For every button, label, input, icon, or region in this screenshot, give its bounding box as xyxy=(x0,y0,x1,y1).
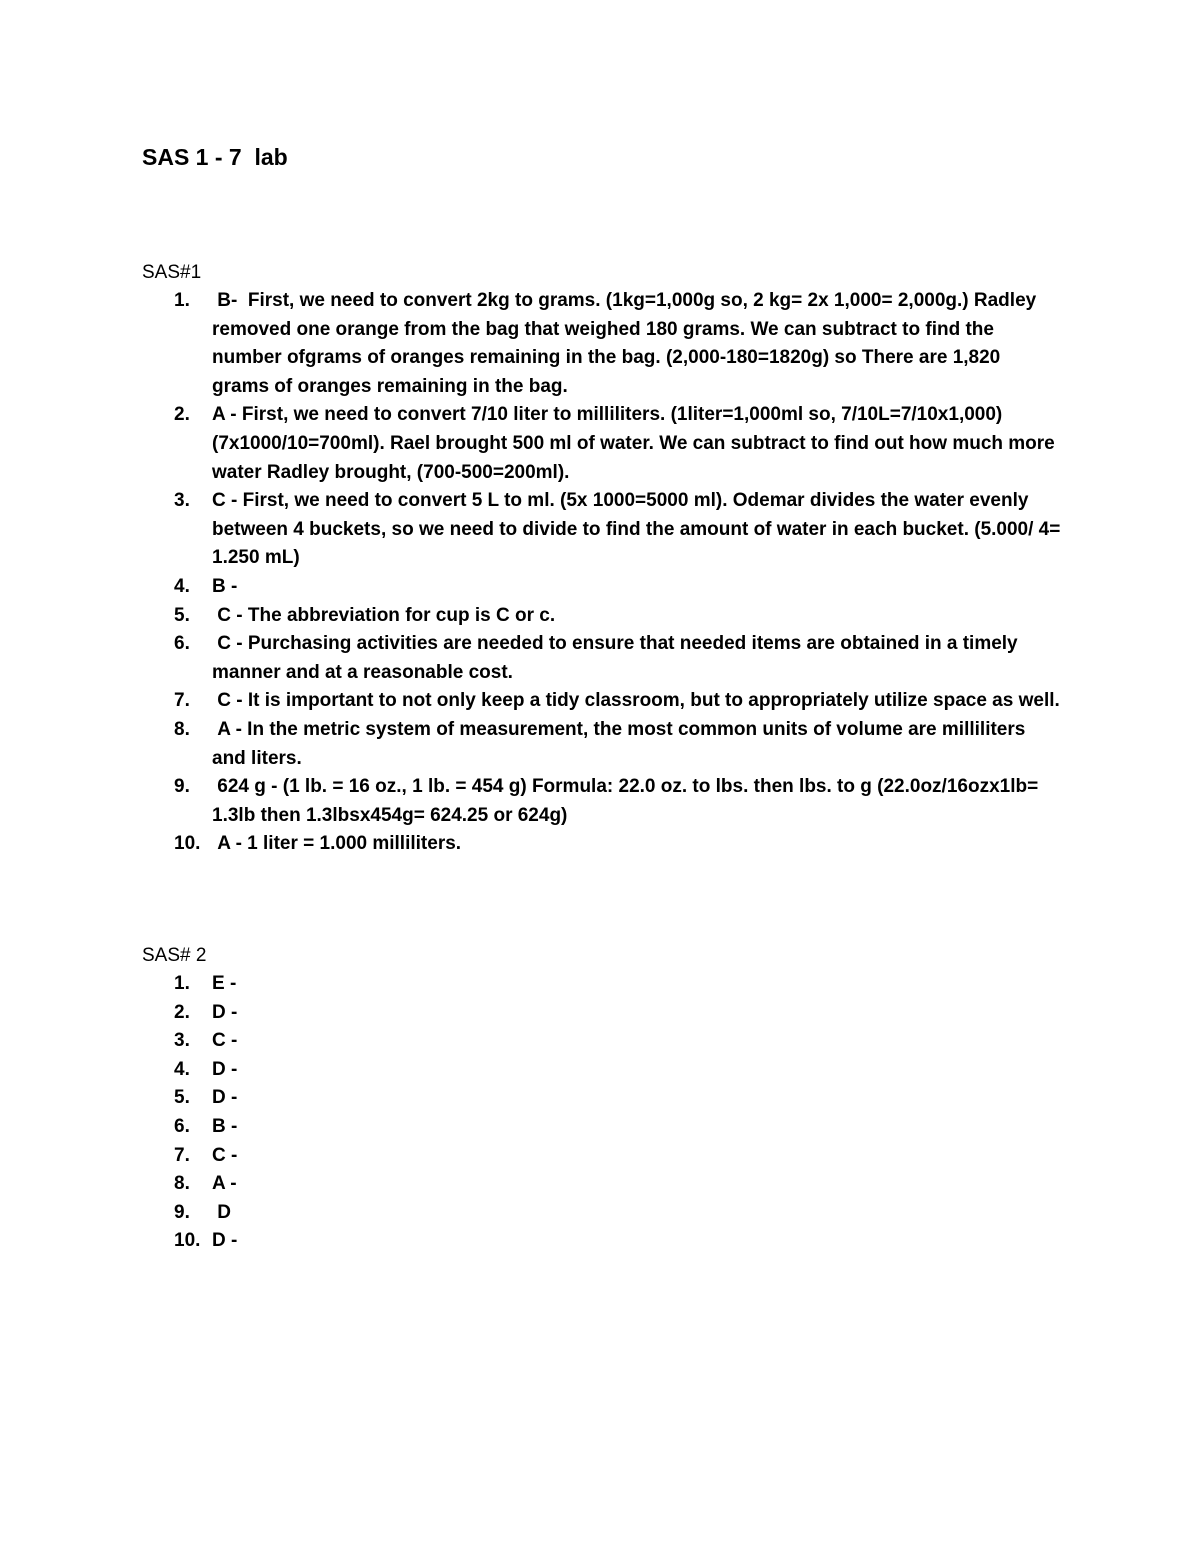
section-sas-2 xyxy=(142,941,1062,1256)
item-number: 6. xyxy=(174,1115,190,1137)
item-number: 4. xyxy=(174,575,190,597)
item-text: D - xyxy=(212,1058,238,1080)
item-number: 2. xyxy=(174,1001,190,1023)
list-item xyxy=(142,999,1062,1028)
list-item xyxy=(142,716,1062,773)
item-number: 5. xyxy=(174,604,190,626)
list-item xyxy=(142,1056,1062,1085)
item-number: 3. xyxy=(174,490,190,512)
item-text: E - xyxy=(212,973,237,994)
list-item xyxy=(142,630,1062,687)
list-item xyxy=(142,287,1062,401)
list-item xyxy=(142,1027,1062,1056)
item-text: C - It is important to not only keep a tidy classroom, but to appropriately utilize space as well. xyxy=(212,690,1060,712)
item-text: A - xyxy=(212,1173,237,1195)
item-number: 7. xyxy=(174,1144,190,1166)
list-item xyxy=(142,1227,1062,1256)
item-number: 9. xyxy=(174,1201,190,1223)
item-text: B - xyxy=(212,575,238,597)
item-text: C - The abbreviation for cup is C or c. xyxy=(212,604,556,626)
list-item xyxy=(142,1170,1062,1199)
item-number: 10. xyxy=(174,1230,201,1252)
item-text: B- First, we need to convert 2kg to grams. (1kg=1,000g so, 2 kg= 2x 1,000= 2,000g.) Radley removed one orange from the bag that weighed 180 grams. We can subtract to find the number ofgrams of oranges remaining in the bag. (2,000-180=1820g) so There are 1,820 grams of oranges remaining in the bag. xyxy=(212,290,1042,397)
item-number: 2. xyxy=(174,404,190,426)
item-number: 10. xyxy=(174,833,201,855)
list-item xyxy=(142,573,1062,602)
section-heading: SAS#1 xyxy=(142,262,202,283)
item-number: 1. xyxy=(174,290,190,311)
item-text: D xyxy=(212,1201,232,1223)
item-number: 1. xyxy=(174,973,190,994)
section-sas-1 xyxy=(142,258,1066,859)
item-text: A - In the metric system of measurement, the most common units of volume are milliliters and liters. xyxy=(212,718,1031,769)
list-item xyxy=(142,687,1062,716)
list-item xyxy=(142,401,1062,487)
item-text: D - xyxy=(212,1001,238,1023)
item-text: B - xyxy=(212,1115,238,1137)
item-number: 5. xyxy=(174,1087,190,1109)
item-text: A - First, we need to convert 7/10 liter to milliliters. (1liter=1,000ml so, 7/10L=7/10x1,000) (7x1000/10=700ml). Rael brought 500 ml of water. We can subtract to find out how much more water Radley brought, (700-500=200ml). xyxy=(212,404,1061,483)
item-number: 6. xyxy=(174,633,190,655)
item-text: D - xyxy=(212,1230,238,1252)
item-number: 8. xyxy=(174,718,190,740)
list-item xyxy=(142,970,1062,999)
list-item xyxy=(142,773,1062,830)
list-item xyxy=(142,830,1062,859)
item-number: 3. xyxy=(174,1030,190,1052)
list-item xyxy=(142,1199,1062,1228)
list-item xyxy=(142,487,1066,573)
item-text: 624 g - (1 lb. = 16 oz., 1 lb. = 454 g) Formula: 22.0 oz. to lbs. then lbs. to g (22.0oz/16ozx1lb= 1.3lb then 1.3lbsx454g= 624.25 or 624g) xyxy=(212,776,1044,826)
answer-list xyxy=(142,970,1062,1256)
item-text: A - 1 liter = 1.000 milliliters. xyxy=(212,833,462,855)
item-text: C - First, we need to convert 5 L to ml. (5x 1000=5000 ml). Odemar divides the water evenly between 4 buckets, so we need to divide to find the amount of water in each bucket. (5.000/ 4= 1.250 mL) xyxy=(212,490,1066,569)
item-number: 4. xyxy=(174,1058,190,1080)
list-item xyxy=(142,1084,1062,1113)
item-text: C - xyxy=(212,1030,238,1052)
list-item xyxy=(142,1142,1062,1171)
item-number: 8. xyxy=(174,1173,190,1195)
answer-list xyxy=(142,287,1066,859)
list-item xyxy=(142,602,1062,631)
list-item xyxy=(142,1113,1062,1142)
item-text: C - xyxy=(212,1144,238,1166)
item-number: 7. xyxy=(174,690,190,712)
item-text: C - Purchasing activities are needed to ensure that needed items are obtained in a timely manner and at a reasonable cost. xyxy=(212,633,1023,683)
section-heading: SAS# 2 xyxy=(142,945,207,966)
document-title: SAS 1 - 7 lab xyxy=(142,144,288,170)
item-text: D - xyxy=(212,1087,238,1109)
item-number: 9. xyxy=(174,776,190,798)
